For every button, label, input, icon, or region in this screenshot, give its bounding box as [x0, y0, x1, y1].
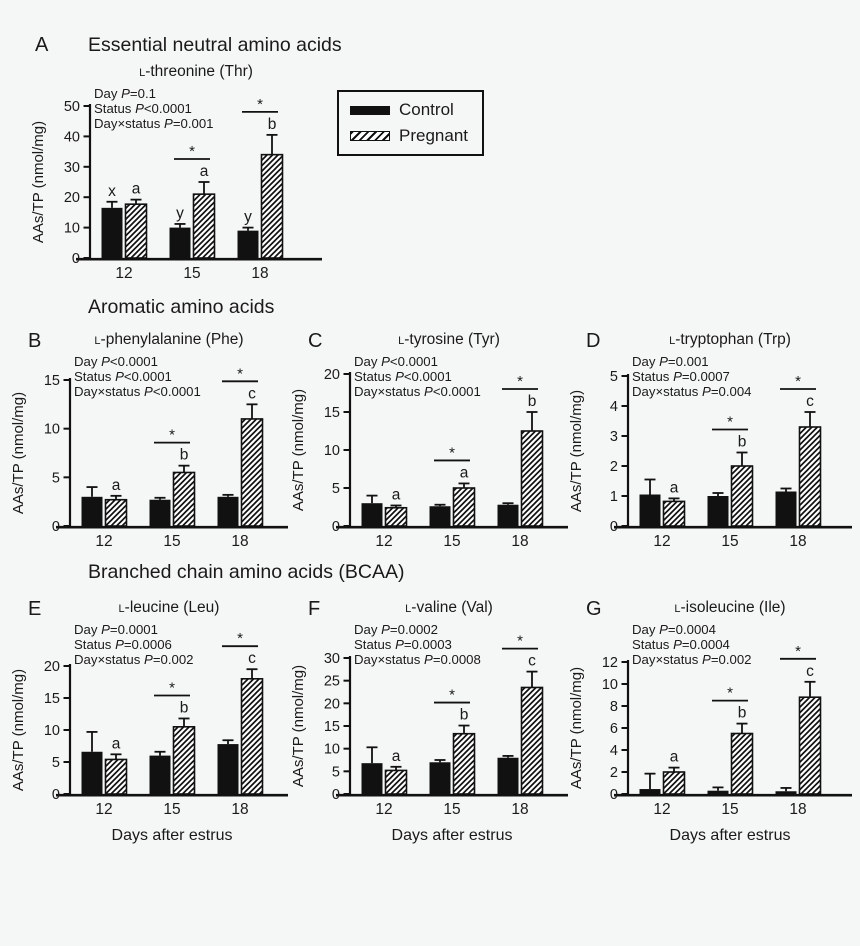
y-tick-label: 0: [51, 519, 60, 535]
bar-pregnant-day15: [194, 194, 215, 258]
panel-E: [8, 598, 294, 862]
y-tick-label: 40: [63, 129, 80, 146]
y-tick-label: 20: [63, 190, 80, 207]
legend-solid-bar-icon: [350, 106, 390, 115]
bar-control-day12: [640, 495, 661, 527]
y-tick-label: 5: [331, 481, 340, 497]
letter-pregnant-day12: a: [111, 476, 121, 494]
y-tick-label: 4: [609, 743, 618, 759]
y-tick-label: 20: [323, 696, 340, 713]
y-axis-label: AAs/TP (nmol/mg): [290, 388, 307, 512]
panel-B-chart: [8, 354, 294, 556]
y-tick-label: 15: [323, 719, 340, 735]
letter-pregnant-day18: c: [248, 385, 256, 403]
stats-line: Day×status P=0.0008: [354, 652, 481, 667]
bar-pregnant-day18: [242, 419, 263, 526]
x-tick-label: 15: [163, 533, 181, 550]
x-tick-label: 12: [375, 533, 393, 550]
panel-C-chart: [288, 354, 574, 556]
sig-star-day18: *: [795, 642, 801, 660]
letter-pregnant-day12: a: [391, 747, 401, 765]
y-tick-label: 0: [331, 519, 340, 535]
y-axis-label: AAs/TP (nmol/mg): [30, 120, 47, 244]
y-tick-label: 2: [609, 459, 618, 475]
letter-pregnant-day12: a: [111, 735, 121, 753]
bar-control-day12: [362, 503, 383, 526]
bar-pregnant-day12: [664, 501, 685, 526]
letter-control-day12: x: [108, 182, 116, 200]
x-tick-label: 18: [511, 801, 529, 818]
panel-G-chart: [566, 622, 858, 862]
letter-pregnant-day15: a: [459, 464, 469, 482]
y-tick-label: 12: [601, 655, 618, 671]
bar-control-day15: [150, 500, 171, 526]
x-tick-label: 18: [231, 533, 249, 550]
bar-control-day15: [170, 228, 191, 258]
panel-A-letter: A: [35, 34, 49, 56]
y-tick-label: 20: [43, 659, 60, 675]
y-tick-label: 30: [63, 159, 80, 176]
letter-control-day15: y: [176, 204, 184, 222]
bar-control-day18: [498, 505, 519, 526]
bar-pregnant-day15: [732, 466, 753, 526]
x-axis-label: Days after estrus: [391, 827, 513, 844]
bar-pregnant-day12: [106, 759, 127, 794]
panel-A-title: L-threonine (Thr): [139, 63, 253, 80]
panel-E-letter: E: [28, 598, 42, 620]
x-tick-label: 18: [251, 265, 269, 282]
stats-line: Status P<0.0001: [354, 369, 452, 384]
panel-A: [28, 62, 328, 288]
letter-pregnant-day18: c: [806, 662, 814, 680]
panel-B-title: L-phenylalanine (Phe): [94, 331, 244, 348]
bar-control-day12: [82, 497, 103, 526]
bar-pregnant-day12: [386, 508, 407, 526]
stats-line: Day P=0.1: [94, 86, 156, 101]
y-tick-label: 4: [609, 399, 618, 415]
panel-D-letter: D: [586, 330, 601, 352]
sig-star-day15: *: [449, 686, 455, 704]
x-tick-label: 15: [183, 265, 201, 282]
sig-star-day18: *: [517, 632, 523, 650]
letter-pregnant-day15: b: [737, 704, 747, 722]
stats-line: Day P<0.0001: [74, 354, 158, 369]
stats-line: Status P=0.0006: [74, 637, 172, 652]
y-tick-label: 6: [609, 721, 618, 737]
bar-control-day18: [776, 791, 797, 794]
section-title-aromatic: Aromatic amino acids: [88, 296, 275, 318]
y-tick-label: 0: [609, 787, 618, 803]
y-tick-label: 0: [331, 787, 340, 803]
bar-control-day12: [362, 763, 383, 794]
panel-G-letter: G: [586, 598, 602, 620]
bar-control-day15: [430, 762, 451, 794]
bar-control-day18: [218, 497, 239, 526]
sig-star-day18: *: [237, 365, 243, 383]
y-tick-label: 0: [71, 251, 80, 267]
stats-line: Day×status P<0.0001: [74, 384, 201, 399]
x-tick-label: 15: [443, 533, 461, 550]
legend-hatched-bar-icon: [350, 131, 390, 141]
y-axis-label: AAs/TP (nmol/mg): [568, 666, 585, 790]
x-tick-label: 18: [511, 533, 529, 550]
stats-line: Day×status P=0.002: [74, 652, 194, 667]
bar-pregnant-day15: [174, 727, 195, 794]
y-tick-label: 2: [609, 765, 618, 781]
bar-pregnant-day12: [664, 772, 685, 794]
x-tick-label: 12: [95, 533, 113, 550]
letter-pregnant-day15: b: [179, 699, 189, 717]
panel-C-letter: C: [308, 330, 323, 352]
bar-control-day18: [238, 231, 259, 258]
panel-F-title: L-valine (Val): [405, 599, 493, 616]
stats-line: Status P<0.0001: [94, 101, 192, 116]
y-tick-label: 5: [51, 755, 60, 771]
stats-line: Day×status P=0.001: [94, 116, 214, 131]
x-tick-label: 15: [443, 801, 461, 818]
letter-pregnant-day12: a: [391, 486, 401, 504]
stats-line: Day P=0.001: [632, 354, 709, 369]
y-tick-label: 8: [609, 699, 618, 715]
legend-item-control: [350, 100, 468, 120]
letter-pregnant-day15: b: [737, 433, 747, 451]
stats-line: Status P=0.0004: [632, 637, 730, 652]
letter-pregnant-day12: a: [669, 479, 679, 497]
stats-line: Day P=0.0004: [632, 622, 716, 637]
y-tick-label: 10: [43, 421, 60, 438]
y-tick-label: 10: [323, 443, 340, 459]
bar-control-day12: [82, 752, 103, 794]
y-tick-label: 0: [51, 787, 60, 803]
bar-pregnant-day18: [522, 431, 543, 526]
x-tick-label: 12: [115, 265, 133, 282]
letter-pregnant-day12: a: [131, 180, 141, 198]
legend-label-pregnant: Pregnant: [399, 126, 468, 145]
bar-pregnant-day15: [174, 472, 195, 526]
bar-control-day15: [430, 506, 451, 526]
sig-star-day15: *: [449, 444, 455, 462]
y-tick-label: 15: [43, 691, 60, 707]
y-axis-label: AAs/TP (nmol/mg): [568, 389, 585, 513]
bar-control-day15: [708, 496, 729, 526]
y-axis-label: AAs/TP (nmol/mg): [10, 668, 27, 792]
x-axis-label: Days after estrus: [111, 827, 233, 844]
x-tick-label: 15: [721, 801, 739, 818]
y-axis-label: AAs/TP (nmol/mg): [10, 391, 27, 515]
stats-line: Day P=0.0002: [354, 622, 438, 637]
stats-line: Status P<0.0001: [74, 369, 172, 384]
y-tick-label: 10: [323, 741, 340, 758]
panel-B-letter: B: [28, 330, 42, 352]
sig-star-day15: *: [727, 413, 733, 431]
y-tick-label: 5: [51, 470, 60, 487]
bar-control-day12: [640, 789, 661, 794]
x-axis-label: Days after estrus: [669, 827, 791, 844]
sig-star-day15: *: [727, 684, 733, 702]
y-tick-label: 3: [609, 429, 618, 445]
y-tick-label: 0: [609, 519, 618, 535]
section-title-bcaa: Branched chain amino acids (BCAA): [88, 561, 405, 583]
letter-pregnant-day18: b: [267, 115, 277, 133]
sig-star-day15: *: [169, 426, 175, 444]
x-tick-label: 15: [163, 801, 181, 818]
panel-F-chart: [288, 622, 574, 862]
stats-line: Status P=0.0003: [354, 637, 452, 652]
stats-line: Status P=0.0007: [632, 369, 730, 384]
bar-pregnant-day12: [386, 770, 407, 794]
bar-pregnant-day12: [106, 500, 127, 526]
panel-B: [8, 330, 294, 556]
stats-line: Day×status P<0.0001: [354, 384, 481, 399]
bar-control-day18: [776, 492, 797, 527]
panel-E-title: L-leucine (Leu): [118, 599, 220, 616]
y-tick-label: 20: [323, 367, 340, 383]
x-tick-label: 15: [721, 533, 739, 550]
x-tick-label: 18: [231, 801, 249, 818]
bar-pregnant-day15: [454, 488, 475, 526]
x-tick-label: 12: [653, 533, 671, 550]
panel-D-title: L-tryptophan (Trp): [669, 331, 791, 348]
bar-control-day12: [102, 208, 123, 258]
sig-star-day18: *: [517, 373, 523, 390]
panel-D: [566, 330, 858, 556]
panel-C: [288, 330, 574, 556]
letter-pregnant-day18: c: [806, 393, 814, 410]
x-tick-label: 12: [375, 801, 393, 818]
letter-pregnant-day18: b: [527, 393, 537, 410]
x-tick-label: 18: [789, 801, 807, 818]
panel-E-chart: [8, 622, 294, 862]
y-tick-label: 30: [323, 651, 340, 667]
bar-control-day18: [218, 744, 239, 794]
stats-line: Day×status P=0.002: [632, 652, 752, 667]
panel-D-chart: [566, 354, 858, 556]
x-tick-label: 12: [653, 801, 671, 818]
letter-pregnant-day15: b: [459, 706, 469, 724]
panel-G-title: L-isoleucine (Ile): [674, 599, 786, 616]
panel-F: [288, 598, 574, 862]
panel-G: [566, 598, 858, 862]
y-tick-label: 5: [609, 369, 618, 385]
panel-F-letter: F: [308, 598, 321, 620]
bar-pregnant-day18: [800, 427, 821, 526]
bar-pregnant-day18: [262, 155, 283, 258]
panel-A-chart: [28, 86, 328, 288]
y-tick-label: 15: [323, 405, 340, 421]
y-tick-label: 15: [43, 373, 60, 389]
letter-pregnant-day15: a: [199, 163, 209, 180]
sig-star-day18: *: [257, 95, 263, 113]
stats-line: Day×status P=0.004: [632, 384, 752, 399]
y-tick-label: 50: [63, 99, 80, 115]
sig-star-day15: *: [169, 679, 175, 697]
bar-pregnant-day18: [242, 679, 263, 794]
x-tick-label: 18: [789, 533, 807, 550]
bar-control-day15: [708, 791, 729, 794]
letter-pregnant-day15: b: [179, 446, 189, 464]
y-tick-label: 5: [331, 764, 340, 781]
y-tick-label: 1: [609, 489, 618, 505]
section-title-essential-neutral: Essential neutral amino acids: [88, 34, 342, 56]
letter-pregnant-day12: a: [669, 748, 679, 766]
sig-star-day18: *: [237, 630, 243, 648]
panel-C-title: L-tyrosine (Tyr): [398, 331, 500, 348]
bar-pregnant-day18: [522, 687, 543, 794]
legend-item-pregnant: [350, 126, 468, 146]
sig-star-day18: *: [795, 373, 801, 390]
x-tick-label: 12: [95, 801, 113, 818]
letter-control-day18: y: [244, 208, 252, 226]
y-tick-label: 10: [601, 677, 618, 693]
stats-line: Day P<0.0001: [354, 354, 438, 369]
legend-label-control: Control: [399, 100, 454, 119]
stats-line: Day P=0.0001: [74, 622, 158, 637]
bar-pregnant-day18: [800, 697, 821, 794]
y-axis-label: AAs/TP (nmol/mg): [290, 664, 307, 788]
letter-pregnant-day18: c: [528, 652, 536, 670]
bar-pregnant-day15: [454, 734, 475, 794]
sig-star-day15: *: [189, 143, 195, 160]
letter-pregnant-day18: c: [248, 650, 256, 668]
bar-control-day15: [150, 756, 171, 794]
y-tick-label: 10: [63, 220, 80, 237]
y-tick-label: 10: [43, 723, 60, 739]
y-tick-label: 25: [323, 673, 340, 690]
bar-pregnant-day15: [732, 734, 753, 795]
bar-control-day18: [498, 758, 519, 794]
legend: [337, 90, 484, 156]
bar-pregnant-day12: [126, 204, 147, 258]
